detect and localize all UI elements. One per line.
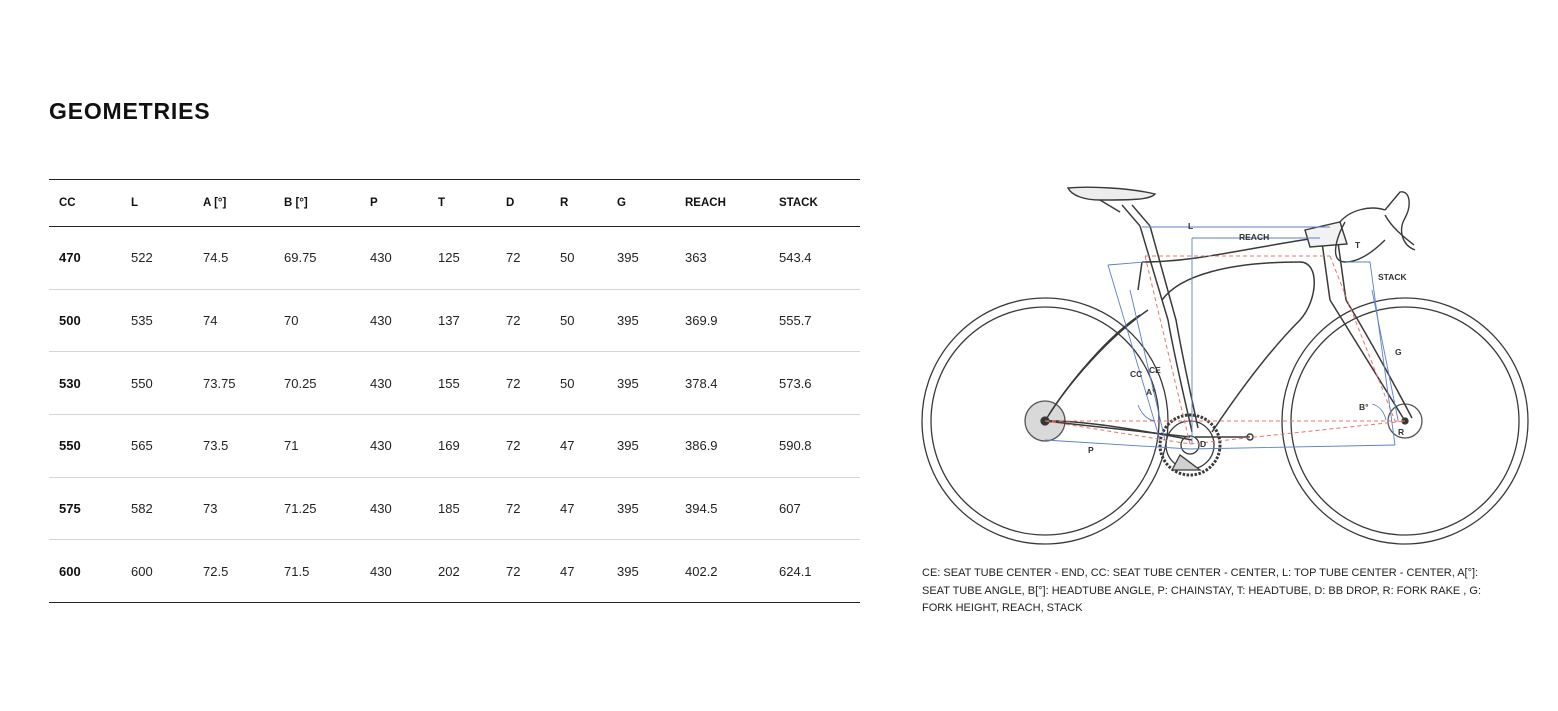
table-row xyxy=(49,289,860,352)
table-cell: 573.6 xyxy=(769,352,860,415)
table-cell: 70 xyxy=(274,289,360,352)
table-cell: 402.2 xyxy=(675,540,769,603)
column-header-stack: STACK xyxy=(769,180,860,227)
table-cell: 430 xyxy=(360,415,428,478)
table-row xyxy=(49,540,860,603)
table-cell: 543.4 xyxy=(769,227,860,290)
table-cell: 395 xyxy=(607,415,675,478)
table-row xyxy=(49,227,860,290)
geometry-table xyxy=(49,179,860,603)
column-header-b: B [°] xyxy=(274,180,360,227)
table-cell: 47 xyxy=(550,477,607,540)
table-cell: 395 xyxy=(607,352,675,415)
table-cell: 430 xyxy=(360,289,428,352)
dimension-lines xyxy=(1045,227,1398,449)
table-cell: 395 xyxy=(607,227,675,290)
table-cell: 74 xyxy=(193,289,274,352)
table-cell: 430 xyxy=(360,352,428,415)
table-cell: 72 xyxy=(496,540,550,603)
table-cell: 72.5 xyxy=(193,540,274,603)
table-cell: 522 xyxy=(121,227,193,290)
label-b: B° xyxy=(1359,402,1369,412)
table-header-row xyxy=(49,180,860,227)
table-cell: 137 xyxy=(428,289,496,352)
table-cell: 50 xyxy=(550,289,607,352)
table-cell: 125 xyxy=(428,227,496,290)
label-cc: CC xyxy=(1130,369,1143,379)
table-cell: 72 xyxy=(496,477,550,540)
table-cell: 378.4 xyxy=(675,352,769,415)
table-cell: 395 xyxy=(607,540,675,603)
diagram-legend: CE: SEAT TUBE CENTER - END, CC: SEAT TUBE CENTER - CENTER, L: TOP TUBE CENTER - CENTER, A[°]: SEAT TUBE ANGLE, B[°]: HEADTUBE ANGLE, P: CHAINSTAY, T: HEADTUBE, D: BB DROP, R: FORK RAKE , G: FORK HEIGHT, REACH, STACK xyxy=(922,567,1482,614)
table-cell: 50 xyxy=(550,352,607,415)
column-header-reach: REACH xyxy=(675,180,769,227)
table-row xyxy=(49,415,860,478)
column-header-cc: CC xyxy=(49,180,121,227)
table-cell: 395 xyxy=(607,477,675,540)
table-cell: 550 xyxy=(49,415,121,478)
table-cell: 50 xyxy=(550,227,607,290)
label-a: A° xyxy=(1146,387,1156,397)
table-cell: 624.1 xyxy=(769,540,860,603)
table-cell: 72 xyxy=(496,227,550,290)
table-cell: 73 xyxy=(193,477,274,540)
column-header-g: G xyxy=(607,180,675,227)
label-l: L xyxy=(1188,221,1194,231)
column-header-t: T xyxy=(428,180,496,227)
bike-frame xyxy=(1045,226,1412,440)
table-cell: 470 xyxy=(49,227,121,290)
table-cell: 430 xyxy=(360,227,428,290)
column-header-a: A [°] xyxy=(193,180,274,227)
table-cell: 363 xyxy=(675,227,769,290)
table-cell: 600 xyxy=(121,540,193,603)
table-cell: 73.75 xyxy=(193,352,274,415)
table-cell: 500 xyxy=(49,289,121,352)
label-r: R xyxy=(1398,427,1405,437)
table-cell: 169 xyxy=(428,415,496,478)
column-header-r: R xyxy=(550,180,607,227)
table-cell: 582 xyxy=(121,477,193,540)
table-cell: 430 xyxy=(360,477,428,540)
table-cell: 71 xyxy=(274,415,360,478)
label-d: D xyxy=(1200,439,1207,449)
label-reach: REACH xyxy=(1239,232,1270,242)
column-header-l: L xyxy=(121,180,193,227)
table-cell: 607 xyxy=(769,477,860,540)
table-cell: 394.5 xyxy=(675,477,769,540)
table-cell: 575 xyxy=(49,477,121,540)
column-header-d: D xyxy=(496,180,550,227)
table-cell: 430 xyxy=(360,540,428,603)
table-cell: 600 xyxy=(49,540,121,603)
table-cell: 155 xyxy=(428,352,496,415)
table-cell: 71.5 xyxy=(274,540,360,603)
label-stack: STACK xyxy=(1378,272,1407,282)
table-cell: 590.8 xyxy=(769,415,860,478)
table-row xyxy=(49,477,860,540)
table-cell: 47 xyxy=(550,415,607,478)
label-g: G xyxy=(1395,347,1402,357)
table-cell: 395 xyxy=(607,289,675,352)
table-cell: 555.7 xyxy=(769,289,860,352)
table-cell: 72 xyxy=(496,415,550,478)
table-cell: 386.9 xyxy=(675,415,769,478)
seatpost-and-saddle xyxy=(1068,187,1155,226)
label-p: P xyxy=(1088,445,1094,455)
table-cell: 202 xyxy=(428,540,496,603)
table-cell: 47 xyxy=(550,540,607,603)
label-ce: CE xyxy=(1149,365,1161,375)
table-cell: 70.25 xyxy=(274,352,360,415)
table-cell: 369.9 xyxy=(675,289,769,352)
table-cell: 565 xyxy=(121,415,193,478)
table-cell: 71.25 xyxy=(274,477,360,540)
table-cell: 73.5 xyxy=(193,415,274,478)
page-title: GEOMETRIES xyxy=(49,98,211,124)
table-cell: 530 xyxy=(49,352,121,415)
label-t: T xyxy=(1355,240,1361,250)
table-cell: 535 xyxy=(121,289,193,352)
table-cell: 69.75 xyxy=(274,227,360,290)
column-header-p: P xyxy=(360,180,428,227)
table-cell: 550 xyxy=(121,352,193,415)
table-cell: 72 xyxy=(496,352,550,415)
table-row xyxy=(49,352,860,415)
table-cell: 72 xyxy=(496,289,550,352)
table-cell: 185 xyxy=(428,477,496,540)
table-cell: 74.5 xyxy=(193,227,274,290)
bike-geometry-diagram xyxy=(918,180,1533,550)
